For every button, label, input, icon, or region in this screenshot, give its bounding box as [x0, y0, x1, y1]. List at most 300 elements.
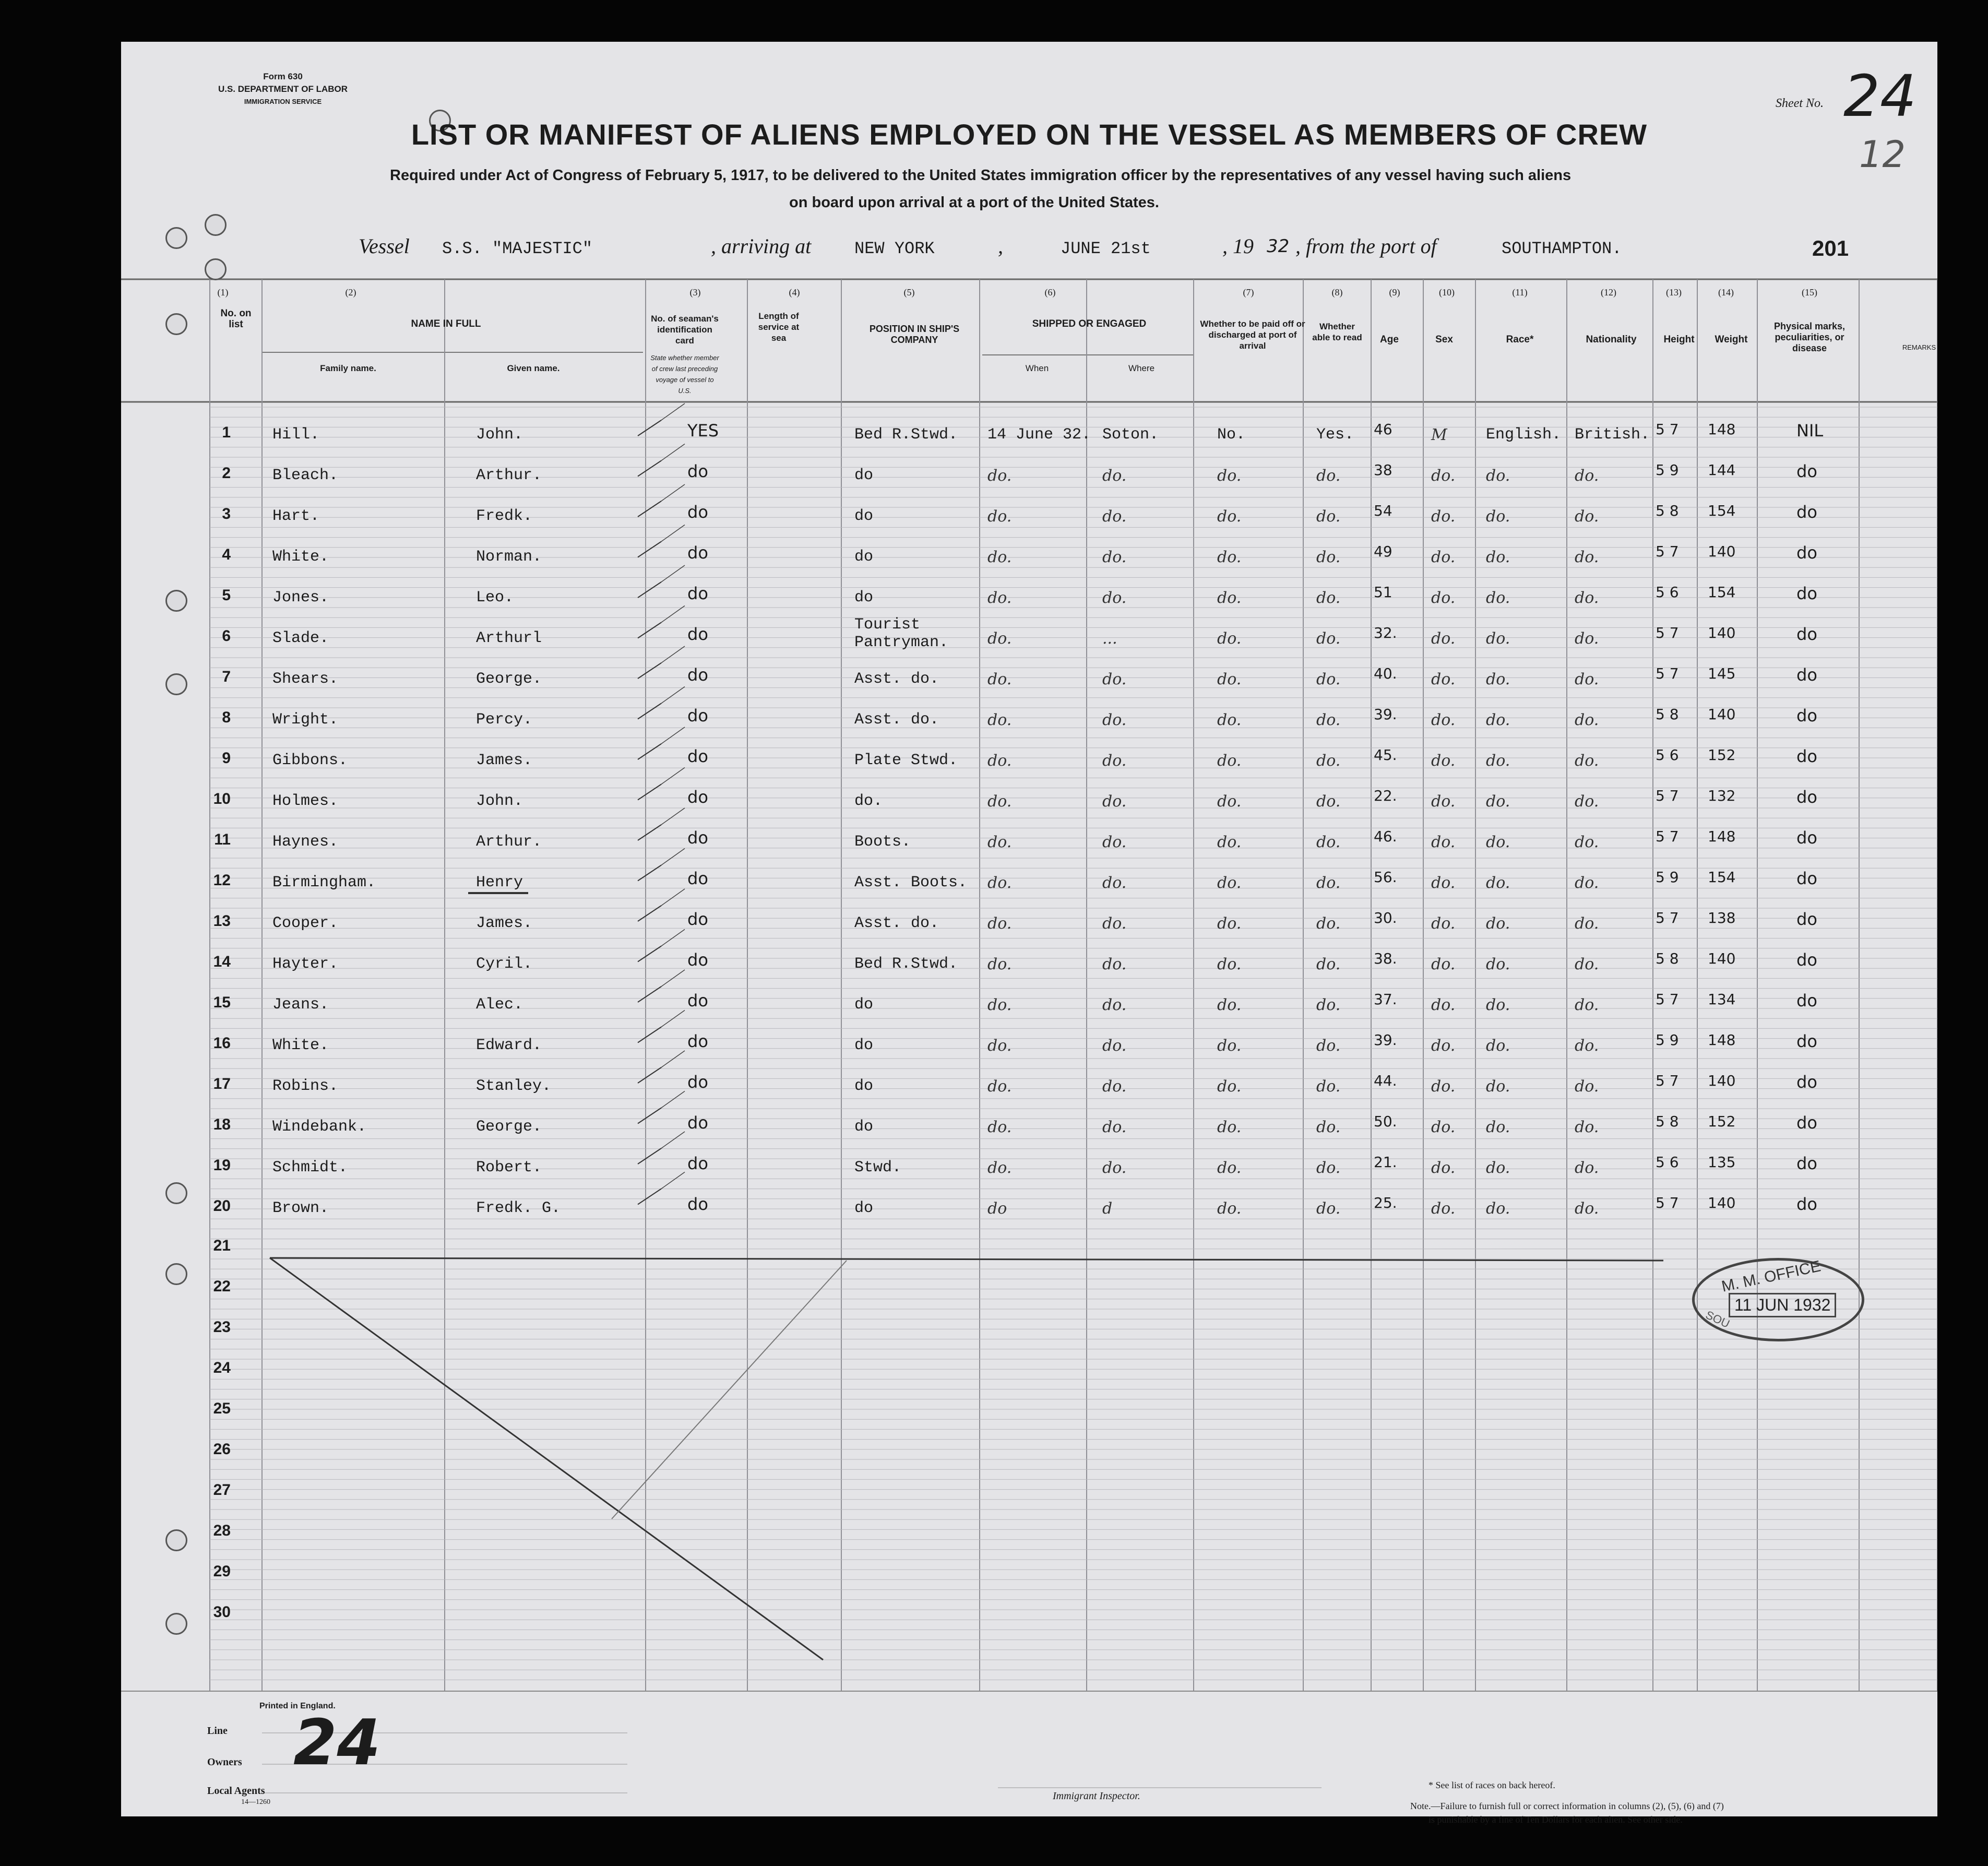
- given-name: James.: [476, 752, 533, 769]
- column-number: (2): [345, 287, 356, 298]
- weight-value: 138: [1708, 909, 1736, 926]
- column-number: (1): [217, 287, 229, 298]
- physical-marks: do: [1796, 869, 1817, 888]
- stamp-top-text: M. M. OFFICE: [1720, 1257, 1823, 1295]
- physical-marks: do: [1796, 787, 1817, 807]
- form-code: 14—1260: [241, 1798, 270, 1806]
- col-header-given-name: Given name.: [507, 363, 560, 373]
- shipped-where: do.: [1102, 711, 1127, 729]
- col-header-weight: Weight: [1715, 334, 1748, 345]
- race-value: do.: [1486, 833, 1510, 851]
- year-prefix: , 19: [1222, 234, 1254, 258]
- race-value: do.: [1486, 1118, 1510, 1136]
- col-header-paid-off: Whether to be paid off or discharged at port of arrival: [1200, 319, 1305, 351]
- given-name: John.: [476, 426, 523, 444]
- row-number: 4: [222, 546, 231, 563]
- age-value: 44.: [1374, 1072, 1397, 1089]
- seaman-card-value: do: [687, 1113, 708, 1133]
- nationality-value: do.: [1575, 792, 1599, 811]
- age-value: 46.: [1374, 828, 1397, 845]
- nationality-value: do.: [1575, 1159, 1599, 1177]
- physical-marks: NIL: [1796, 421, 1824, 441]
- seaman-card-value: do: [687, 543, 708, 563]
- age-value: 51: [1374, 584, 1392, 601]
- race-value: do.: [1486, 792, 1510, 811]
- shipped-where: do.: [1102, 955, 1127, 973]
- check-mark: [661, 444, 685, 461]
- age-value: 25.: [1374, 1194, 1397, 1211]
- column-number: (12): [1601, 287, 1616, 298]
- family-name: Jeans.: [272, 996, 329, 1014]
- shipped-where: d: [1102, 1199, 1113, 1218]
- weight-value: 140: [1708, 950, 1736, 967]
- nationality-value: do.: [1575, 914, 1599, 933]
- age-value: 46: [1374, 421, 1392, 438]
- punch-hole: [165, 1182, 187, 1204]
- shipped-when: do.: [987, 1118, 1012, 1136]
- row-number: 30: [213, 1603, 231, 1621]
- check-mark: [638, 1189, 661, 1205]
- able-to-read: do.: [1316, 1037, 1341, 1055]
- row-number: 19: [213, 1157, 231, 1174]
- sex-value: do.: [1431, 874, 1456, 892]
- seaman-card-value: do: [687, 869, 708, 888]
- family-name: Hart.: [272, 507, 320, 525]
- from-port-label: , from the port of: [1295, 234, 1437, 258]
- shipped-where: do.: [1102, 996, 1127, 1014]
- seaman-card-value: do: [687, 502, 708, 522]
- height-value: 5 8: [1656, 706, 1679, 723]
- seaman-card-value: do: [687, 584, 708, 603]
- shipped-where: do.: [1102, 914, 1127, 933]
- age-value: 39.: [1374, 706, 1397, 723]
- race-value: do.: [1486, 996, 1510, 1014]
- punch-hole: [165, 227, 187, 249]
- row-number: 14: [213, 953, 231, 970]
- check-mark: [661, 646, 685, 663]
- race-value: do.: [1486, 711, 1510, 729]
- shipped-where: do.: [1102, 507, 1127, 526]
- seaman-card-value: do: [687, 828, 708, 848]
- given-name: Arthur.: [476, 833, 542, 851]
- physical-marks: do: [1796, 909, 1817, 929]
- height-value: 5 9: [1656, 869, 1679, 886]
- seaman-card-value: do: [687, 909, 708, 929]
- height-value: 5 8: [1656, 1113, 1679, 1130]
- nationality-value: do.: [1575, 1118, 1599, 1136]
- physical-marks: do: [1796, 584, 1817, 603]
- age-value: 40.: [1374, 665, 1397, 682]
- able-to-read: do.: [1316, 833, 1341, 851]
- sex-value: do.: [1431, 548, 1456, 566]
- family-name: Holmes.: [272, 792, 339, 810]
- row-number: 11: [214, 831, 231, 848]
- height-value: 5 6: [1656, 584, 1679, 601]
- row-number: 20: [213, 1197, 231, 1215]
- physical-marks: do: [1796, 746, 1817, 766]
- sheet-subnumber-handwritten: 12: [1859, 133, 1906, 176]
- position-value: Stwd.: [854, 1159, 902, 1176]
- col-header-no-on-list: No. on list: [220, 308, 252, 330]
- shipped-where: do.: [1102, 833, 1127, 851]
- nationality-value: do.: [1575, 548, 1599, 566]
- nationality-value: do.: [1575, 1077, 1599, 1096]
- age-value: 37.: [1374, 991, 1397, 1008]
- shipped-when: do.: [987, 996, 1012, 1014]
- height-value: 5 7: [1656, 909, 1679, 926]
- shipped-when: do.: [987, 833, 1012, 851]
- nationality-value: do.: [1575, 629, 1599, 648]
- given-name: Fredk. G.: [476, 1199, 561, 1217]
- check-mark: [638, 663, 661, 679]
- check-mark: [638, 420, 661, 436]
- paid-off-value: do.: [1217, 792, 1242, 811]
- age-value: 38: [1374, 461, 1392, 479]
- col-header-seaman-card-note: State whether member of crew last preceding voyage of vessel to U.S.: [650, 354, 719, 395]
- family-name: Slade.: [272, 629, 329, 647]
- paid-off-value: do.: [1217, 589, 1242, 607]
- row-number: 22: [213, 1278, 231, 1295]
- race-note: * See list of races on back hereof.: [1428, 1780, 1555, 1790]
- physical-marks: do: [1796, 828, 1817, 848]
- paid-off-value: do.: [1217, 548, 1242, 566]
- sex-value: do.: [1431, 629, 1456, 648]
- line-label: Line: [207, 1725, 228, 1737]
- paid-off-value: do.: [1217, 507, 1242, 526]
- given-name: James.: [476, 914, 533, 932]
- sex-value: M: [1431, 426, 1447, 444]
- height-value: 5 9: [1656, 1031, 1679, 1049]
- able-to-read: do.: [1316, 874, 1341, 892]
- nationality-value: do.: [1575, 996, 1599, 1014]
- age-value: 22.: [1374, 787, 1397, 804]
- list-number: 201: [1812, 236, 1849, 260]
- height-value: 5 7: [1656, 665, 1679, 682]
- column-number: (11): [1512, 287, 1528, 298]
- sex-value: do.: [1431, 955, 1456, 973]
- able-to-read: do.: [1316, 467, 1341, 485]
- punch-hole: [165, 590, 187, 612]
- weight-value: 134: [1708, 991, 1736, 1008]
- given-name: Arthur.: [476, 467, 542, 484]
- check-mark: [661, 849, 685, 865]
- height-value: 5 7: [1656, 828, 1679, 845]
- race-value: do.: [1486, 467, 1510, 485]
- family-name: Windebank.: [272, 1118, 367, 1136]
- check-mark: [638, 542, 661, 557]
- given-name: George.: [476, 1118, 542, 1136]
- weight-value: 148: [1708, 828, 1736, 845]
- row-number: 27: [213, 1481, 231, 1499]
- family-name: White.: [272, 1037, 329, 1054]
- race-value: do.: [1486, 874, 1510, 892]
- check-mark: [638, 582, 661, 598]
- shipped-where: ...: [1102, 629, 1117, 648]
- shipped-when: do.: [987, 711, 1012, 729]
- printed-in-england: Printed in England.: [259, 1702, 336, 1710]
- seaman-card-value: do: [687, 706, 708, 726]
- row-number: 10: [213, 790, 231, 807]
- nationality-value: do.: [1575, 752, 1599, 770]
- shipped-when: do.: [987, 1037, 1012, 1055]
- struck-name: [468, 892, 528, 894]
- sheet-label: Sheet No.: [1776, 97, 1824, 110]
- given-name: Robert.: [476, 1159, 542, 1176]
- age-value: 54: [1374, 502, 1392, 519]
- row-number: 3: [222, 505, 231, 522]
- position-value: do: [854, 1118, 874, 1136]
- able-to-read: do.: [1316, 1199, 1341, 1218]
- race-value: English.: [1486, 426, 1562, 444]
- race-value: do.: [1486, 1159, 1510, 1177]
- paid-off-value: No.: [1217, 426, 1246, 444]
- family-name: Brown.: [272, 1199, 329, 1217]
- race-value: do.: [1486, 1077, 1510, 1096]
- paid-off-value: do.: [1217, 996, 1242, 1014]
- seaman-card-value: do: [687, 461, 708, 481]
- family-name: Hill.: [272, 426, 320, 444]
- shipped-when: do.: [987, 670, 1012, 688]
- race-value: do.: [1486, 1037, 1510, 1055]
- height-value: 5 7: [1656, 787, 1679, 804]
- nationality-value: do.: [1575, 1199, 1599, 1218]
- form-header: [199, 70, 366, 108]
- column-number: (4): [789, 287, 800, 298]
- sex-value: do.: [1431, 507, 1456, 526]
- check-mark: [661, 1132, 685, 1148]
- given-name: Alec.: [476, 996, 523, 1014]
- row-number: 9: [222, 750, 231, 767]
- punch-hole: [205, 258, 227, 280]
- physical-marks: do: [1796, 1154, 1817, 1173]
- nationality-value: do.: [1575, 874, 1599, 892]
- check-mark: [638, 461, 661, 477]
- row-number: 8: [222, 709, 231, 726]
- paid-off-value: do.: [1217, 1159, 1242, 1177]
- sex-value: do.: [1431, 914, 1456, 933]
- check-mark: [638, 1027, 661, 1043]
- column-number: (5): [903, 287, 915, 298]
- row-number: 16: [213, 1035, 231, 1052]
- col-header-where: Where: [1128, 363, 1155, 373]
- shipped-when: do.: [987, 589, 1012, 607]
- given-name: Arthurl: [476, 629, 542, 647]
- family-name: Jones.: [272, 589, 329, 607]
- weight-value: 154: [1708, 869, 1736, 886]
- punch-hole: [165, 1263, 187, 1285]
- sex-value: do.: [1431, 996, 1456, 1014]
- shipped-when: do.: [987, 507, 1012, 526]
- given-name: John.: [476, 792, 523, 810]
- col-header-remarks: REMARKS: [1902, 343, 1936, 351]
- nationality-value: British.: [1575, 426, 1650, 444]
- subtitle-line-2: on board upon arrival at a port of the United States.: [789, 194, 1159, 211]
- column-number: (6): [1044, 287, 1056, 298]
- check-mark: [638, 785, 661, 800]
- sex-value: do.: [1431, 670, 1456, 688]
- sex-value: do.: [1431, 1037, 1456, 1055]
- stamp-date: 11 JUN 1932: [1729, 1293, 1836, 1317]
- position-value: Asst. do.: [854, 914, 939, 932]
- family-name: Birmingham.: [272, 874, 376, 892]
- position-value: do: [854, 1077, 874, 1095]
- paid-off-value: do.: [1217, 955, 1242, 973]
- family-name: Gibbons.: [272, 752, 348, 769]
- nationality-value: do.: [1575, 1037, 1599, 1055]
- height-value: 5 8: [1656, 502, 1679, 519]
- check-mark: [638, 501, 661, 517]
- height-value: 5 7: [1656, 421, 1679, 438]
- seaman-card-value: do: [687, 950, 708, 970]
- row-number: 21: [213, 1237, 231, 1254]
- column-number: (9): [1389, 287, 1400, 298]
- punch-hole: [165, 1613, 187, 1635]
- weight-value: 140: [1708, 1194, 1736, 1211]
- position-value: Plate Stwd.: [854, 752, 958, 769]
- paid-off-value: do.: [1217, 752, 1242, 770]
- height-value: 5 7: [1656, 624, 1679, 641]
- col-header-when: When: [1025, 363, 1049, 373]
- col-header-race: Race*: [1506, 334, 1534, 345]
- page-title: LIST OR MANIFEST OF ALIENS EMPLOYED ON THE VESSEL AS MEMBERS OF CREW: [411, 118, 1648, 151]
- manifest-sheet: [121, 42, 1937, 1825]
- check-mark: [661, 889, 685, 906]
- able-to-read: do.: [1316, 1077, 1341, 1096]
- position-value: Boots.: [854, 833, 911, 851]
- shipped-where: do.: [1102, 670, 1127, 688]
- weight-value: 140: [1708, 1072, 1736, 1089]
- col-header-nationality: Nationality: [1586, 334, 1637, 345]
- paid-off-value: do.: [1217, 914, 1242, 933]
- shipped-when: do.: [987, 629, 1012, 648]
- shipped-when: do.: [987, 1159, 1012, 1177]
- service-name: IMMIGRATION SERVICE: [244, 98, 322, 105]
- col-header-sex: Sex: [1435, 334, 1453, 345]
- row-number: 1: [222, 424, 231, 441]
- race-value: do.: [1486, 955, 1510, 973]
- check-mark: [661, 930, 685, 946]
- paid-off-value: do.: [1217, 711, 1242, 729]
- sheet-number-handwritten: 24: [1843, 63, 1916, 129]
- race-value: do.: [1486, 507, 1510, 526]
- position-value: do: [854, 996, 874, 1014]
- physical-marks: do: [1796, 461, 1817, 481]
- row-number: 18: [213, 1116, 231, 1133]
- family-name: Schmidt.: [272, 1159, 348, 1176]
- col-header-length-service: Length of service at sea: [758, 311, 800, 343]
- sex-value: do.: [1431, 711, 1456, 729]
- row-number: 23: [213, 1318, 231, 1336]
- check-mark: [661, 403, 685, 420]
- col-header-position: POSITION IN SHIP'S COMPANY: [869, 324, 960, 345]
- row-number: 26: [213, 1441, 231, 1458]
- shipped-when: do.: [987, 752, 1012, 770]
- owners-label: Owners: [207, 1756, 242, 1768]
- family-name: White.: [272, 548, 329, 566]
- physical-marks: do: [1796, 1194, 1817, 1214]
- shipped-when: do.: [987, 914, 1012, 933]
- position-value: Asst. do.: [854, 711, 939, 729]
- position-value: do: [854, 548, 874, 566]
- check-mark: [638, 865, 661, 881]
- punch-hole: [205, 214, 227, 236]
- position-value: do: [854, 589, 874, 607]
- race-value: do.: [1486, 629, 1510, 648]
- shipped-when: do.: [987, 874, 1012, 892]
- paid-off-value: do.: [1217, 874, 1242, 892]
- penalty-note-1: Note.—Failure to furnish full or correct information in columns (2), (5), (6) and (7): [1410, 1801, 1724, 1811]
- physical-marks: do: [1796, 624, 1817, 644]
- check-mark: [638, 1108, 661, 1124]
- column-number: (13): [1666, 287, 1682, 298]
- col-header-height: Height: [1663, 334, 1695, 345]
- position-value: Tourist Pantryman.: [854, 616, 949, 651]
- family-name: Bleach.: [272, 467, 339, 484]
- row-number: 2: [222, 465, 231, 482]
- given-name: Stanley.: [476, 1077, 552, 1095]
- check-mark: [661, 687, 685, 704]
- column-number: (7): [1243, 287, 1254, 298]
- shipped-where: Soton.: [1102, 426, 1159, 444]
- physical-marks: do: [1796, 502, 1817, 522]
- age-value: 50.: [1374, 1113, 1397, 1130]
- family-name: Cooper.: [272, 914, 339, 932]
- column-number: (10): [1439, 287, 1455, 298]
- able-to-read: do.: [1316, 1118, 1341, 1136]
- punch-hole: [165, 1529, 187, 1551]
- paid-off-value: do.: [1217, 467, 1242, 485]
- given-name: Edward.: [476, 1037, 542, 1054]
- col-header-name-in-full: NAME IN FULL: [411, 318, 481, 329]
- sex-value: do.: [1431, 1159, 1456, 1177]
- check-mark: [661, 606, 685, 623]
- height-value: 5 7: [1656, 1072, 1679, 1089]
- form-number: Form 630: [263, 72, 303, 81]
- shipped-where: do.: [1102, 1077, 1127, 1096]
- shipped-where: do.: [1102, 589, 1127, 607]
- weight-value: 152: [1708, 1113, 1736, 1130]
- physical-marks: do: [1796, 1113, 1817, 1133]
- shipped-when: do.: [987, 548, 1012, 566]
- race-value: do.: [1486, 752, 1510, 770]
- from-port: SOUTHAMPTON.: [1502, 239, 1622, 258]
- inspector-label: Immigrant Inspector.: [1053, 1790, 1140, 1802]
- nationality-value: do.: [1575, 833, 1599, 851]
- physical-marks: do: [1796, 665, 1817, 685]
- family-name: Robins.: [272, 1077, 339, 1095]
- sex-value: do.: [1431, 792, 1456, 811]
- age-value: 30.: [1374, 909, 1397, 926]
- weight-value: 152: [1708, 746, 1736, 764]
- nationality-value: do.: [1575, 711, 1599, 729]
- able-to-read: do.: [1316, 629, 1341, 648]
- paid-off-value: do.: [1217, 1037, 1242, 1055]
- col-header-family-name: Family name.: [320, 363, 376, 373]
- seaman-card-value: YES: [687, 421, 719, 441]
- mm-office-stamp: [1692, 1258, 1864, 1341]
- race-value: do.: [1486, 670, 1510, 688]
- age-value: 39.: [1374, 1031, 1397, 1049]
- given-name: Leo.: [476, 589, 514, 607]
- shipped-where: do.: [1102, 1037, 1127, 1055]
- row-number: 6: [222, 627, 231, 645]
- punch-hole: [165, 313, 187, 335]
- seaman-card-value: do: [687, 787, 708, 807]
- column-number: (14): [1718, 287, 1734, 298]
- arriving-label: , arriving at: [711, 234, 812, 258]
- year-suffix: 32: [1267, 236, 1290, 257]
- age-value: 21.: [1374, 1154, 1397, 1171]
